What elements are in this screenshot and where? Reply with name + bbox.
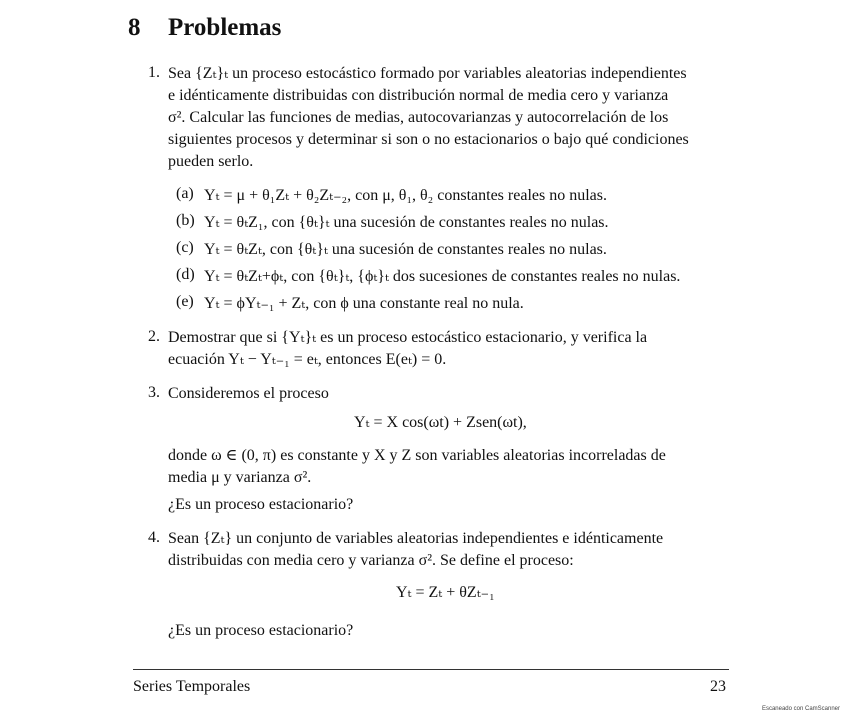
- subitem-b-text: Yₜ = θₜZ₁, con {θₜ}ₜ una sucesión de constantes reales no nulas.: [204, 214, 609, 231]
- problem-3-line: donde ω ∈ (0, π) es constante y X y Z son variables aleatorias incorreladas de: [168, 447, 666, 464]
- problem-1-line: siguientes procesos y determinar si son o no estacionarios o bajo qué condiciones: [168, 131, 689, 148]
- problem-1-line: Sea {Zₜ}ₜ un proceso estocástico formado por variables aleatorias independientes: [168, 65, 687, 82]
- problem-2-number: 2.: [148, 328, 160, 345]
- problem-3-intro: Consideremos el proceso: [168, 385, 329, 402]
- subitem-d-text: Yₜ = θₜZₜ+ϕₜ, con {θₜ}ₜ, {ϕₜ}ₜ dos sucesiones de constantes reales no nulas.: [204, 268, 681, 285]
- problem-1-line: e idénticamente distribuidas con distribución normal de media cero y varianza: [168, 87, 669, 104]
- problem-1-line: σ². Calcular las funciones de medias, autocovarianzas y autocorrelación de los: [168, 109, 669, 126]
- scanner-watermark: Escaneado con CamScanner: [761, 706, 840, 712]
- problem-3-number: 3.: [148, 384, 160, 401]
- subitem-c-label: (c): [176, 239, 194, 256]
- section-number: 8: [128, 14, 141, 41]
- footer-rule: [133, 669, 729, 670]
- subitem-d-label: (d): [176, 266, 195, 283]
- problem-4-number: 4.: [148, 529, 160, 546]
- problem-4-question: ¿Es un proceso estacionario?: [168, 622, 354, 639]
- subitem-a-label: (a): [176, 185, 194, 202]
- problem-1-line: pueden serlo.: [168, 153, 254, 170]
- subitem-a-text: Yₜ = μ + θ₁Zₜ + θ₂Zₜ₋₂, con μ, θ₁, θ₂ constantes reales no nulas.: [204, 187, 607, 204]
- problem-4-line: distribuidas con media cero y varianza σ². Se define el proceso:: [168, 552, 574, 569]
- problem-1-number: 1.: [148, 64, 160, 81]
- footer-title: Series Temporales: [133, 678, 251, 695]
- problem-4-line: Sean {Zₜ} un conjunto de variables aleatorias independientes e idénticamente: [168, 530, 664, 547]
- subitem-e-label: (e): [176, 293, 194, 310]
- subitem-b-label: (b): [176, 212, 195, 229]
- section-title: Problemas: [168, 14, 282, 41]
- problem-4-equation: Yₜ = Zₜ + θZₜ₋₁: [396, 584, 495, 601]
- subitem-e-text: Yₜ = ϕYₜ₋₁ + Zₜ, con ϕ una constante real no nula.: [204, 295, 524, 312]
- problem-3-equation: Yₜ = X cos(ωt) + Zsen(ωt),: [354, 414, 527, 431]
- subitem-c-text: Yₜ = θₜZₜ, con {θₜ}ₜ una sucesión de constantes reales no nulas.: [204, 241, 607, 258]
- problem-2-line: Demostrar que si {Yₜ}ₜ es un proceso estocástico estacionario, y verifica la: [168, 329, 648, 346]
- problem-3-question: ¿Es un proceso estacionario?: [168, 496, 354, 513]
- page-number: 23: [710, 678, 726, 695]
- problem-2-line: ecuación Yₜ − Yₜ₋₁ = eₜ, entonces E(eₜ) = 0.: [168, 351, 447, 368]
- problem-3-line: media μ y varianza σ².: [168, 469, 312, 486]
